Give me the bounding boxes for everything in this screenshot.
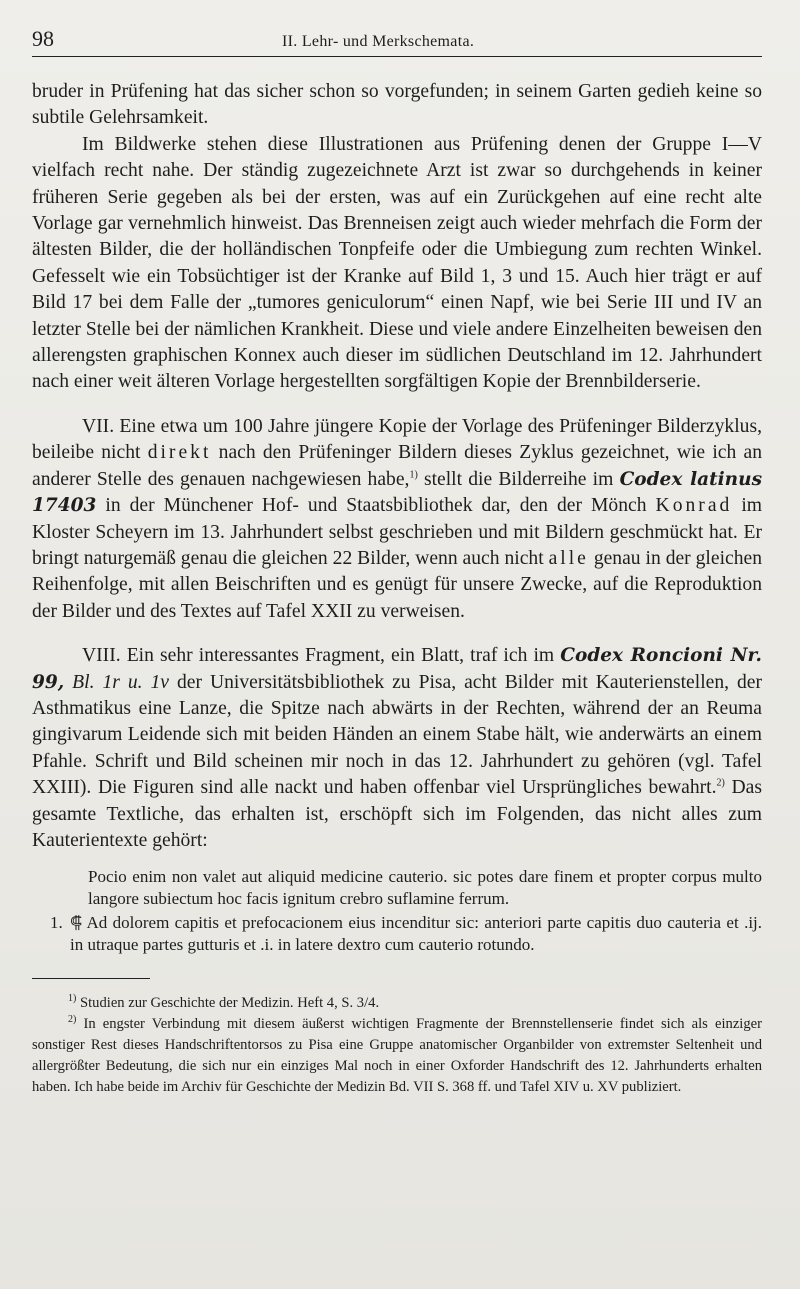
page-header — [32, 26, 762, 57]
text-run: stellt die Bilderreihe im — [423, 468, 614, 490]
paragraph-pruefening: Im Bildwerke stehen diese Illustrationen aus Prüfening denen der Gruppe I—V vielfach recht nahe. Der ständig zugezeichnete Arzt ist zwar so durchgehends in keiner früheren Serie gegeben als bei der ersten, was auf ein Zurückgehen auf eine recht alte Vorlage gar vernehmlich hinweist. Das Brenneisen zeigt auch wieder mehrfach die Form der ältesten Bilder, die der holländischen Tonpfeife oder die Umbiegung zum rechten Winkel. Gefesselt wie ein Tobsüchtiger ist der Kranke auf Bild 1, 3 und 15. Auch hier trägt er auf Bild 17 bei dem Falle der „tumores geniculorum“ einen Napf, wie bei Serie III und IV an letzter Stelle bei der nämlichen Krankheit. Diese und viele andere Einzelheiten beweisen den allerengsten graphischen Konnex auch dieser im südlichen Deutschland im 12. Jahrhundert nach einer weit älteren Vorlage hergestellten sorgfältigen Kopie der Brennbilderserie. — [32, 133, 762, 393]
page-number: 98 — [32, 26, 54, 51]
footnote-text: Studien zur Geschichte der Medizin. Heft 4, S. 3/4. — [80, 995, 380, 1012]
footnotes — [32, 993, 762, 1098]
text-run: in der Münchener Hof- und Staatsbibliothek dar, den der Mönch — [105, 495, 647, 517]
spaced-word: Konrad — [655, 495, 733, 517]
item-number: 1. — [50, 913, 63, 933]
footnote-mark: 2) — [68, 1014, 77, 1026]
codex-title: Codex Roncioni Nr. 99, — [32, 645, 762, 693]
quote-intro: Pocio enim non valet aut aliquid medicine cauterio. sic potes dare finem et propter corpus multo langore subiectum hoc facis ignitum crebro suflamine ferrum. — [88, 867, 762, 909]
text-run: nach den Prüfeninger Bildern dieses Zyklus gezeichnet, wie ich an anderer Stelle des genauen nachgewiesen habe, — [32, 442, 763, 490]
footnote-mark: 1) — [68, 993, 77, 1005]
paragraph-section-viii — [32, 643, 762, 854]
text-run: genau in der gleichen Reihenfolge, mit allen Beischriften und es genügt für unsere Zwecke, auf die Reproduktion der Bilder und des Textes auf Tafel XXII zu verweisen. — [32, 547, 763, 622]
footnote-text: In engster Verbindung mit diesem äußerst wichtigen Fragmente der Brennstellenserie findet sich als einziger sonstiger Rest dieses Handschriftentorsos zu Pisa eine Gruppe anatomischer Organbilder von extremster Seltenheit und allergrößter Bedeutung, die sich nur ein einziges Mal noch in einer Oxforder Handschrift des 12. Jahrhunderts erhalten haben. Ich habe beide im Archiv für Geschichte der Medizin Bd. VII S. 368 ff. und Tafel XIV u. XV publiziert. — [32, 1016, 762, 1096]
body-text — [32, 79, 762, 854]
spaced-word: alle — [548, 547, 589, 569]
text-run: Ad dolorem capitis et prefocacionem eius incenditur sic: anteriori parte capitis duo cauteria et .ij. in utraque partes gutturis et .i. in latere dextro cum cauterio rotundo. — [70, 913, 763, 955]
latin-quotation — [32, 866, 762, 956]
footnote-2 — [32, 1014, 762, 1098]
folio-reference: Bl. 1r u. 1v — [72, 671, 170, 693]
text-run: im Kloster Scheyern im 13. Jahrhundert selbst geschrieben und mit Bildern geschmückt hat. Er bringt naturgemäß genau die gleichen 22 Bilder, wenn auch nicht — [32, 495, 763, 569]
paragraph-section-vii — [32, 414, 762, 625]
spaced-word: direkt — [147, 442, 212, 464]
footnote-1 — [32, 993, 762, 1014]
text-run: der Universitätsbibliothek zu Pisa, acht Bilder mit Kauterienstellen, der Asthmatikus eine Lanze, die Spitze nach abwärts in der Rechten, während der an Reuma gingivarum Leidende sich mit beiden Händen an einem Stabe hält, wie anderwärts an einem Pfahle. Schrift und Bild scheinen mir noch in das 12. Jahrhundert zu gehören (vgl. Tafel XXIII). Die Figuren sind alle nackt und haben offenbar viel Ursprüngliches bewahrt. — [32, 671, 763, 799]
text-run: VIII. Ein sehr interessantes Fragment, ein Blatt, traf ich im — [82, 645, 555, 667]
text-run: Das gesamte Textliche, das erhalten ist, erschöpft sich im Folgenden, das nicht alles zum Kauterientexte gehört: — [32, 777, 762, 851]
footnote-ref[interactable]: 2) — [716, 777, 725, 789]
item-text — [70, 912, 762, 956]
paragraph-mark-icon: ⸿ — [70, 913, 83, 933]
footnote-divider — [32, 978, 150, 979]
text-run: VII. Eine etwa um 100 Jahre jüngere Kopie der Vorlage des Prüfeninger Bilderzyklus, beileibe nicht — [32, 415, 762, 464]
codex-title: Codex latinus 17403 — [32, 468, 762, 517]
footnote-ref[interactable]: 1) — [409, 469, 418, 481]
list-item — [32, 912, 762, 956]
running-head: II. Lehr- und Merkschemata. — [282, 33, 475, 50]
paragraph-continuation: bruder in Prüfening hat das sicher schon so vorgefunden; in seinem Garten gedieh keine so subtile Gelehrsamkeit. — [32, 81, 762, 129]
